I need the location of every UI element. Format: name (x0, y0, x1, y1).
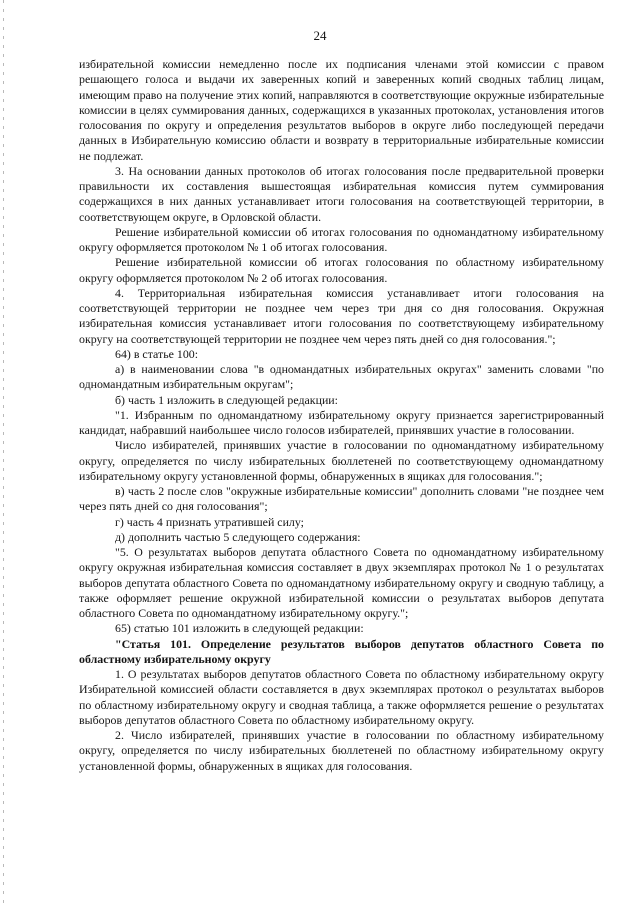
page-number: 24 (313, 28, 327, 43)
paragraph-single-mandate-decision: Решение избирательной комиссии об итогах голосования по одномандатному избирательному округу оформляется протоколом № 1 об итогах голосования. (79, 224, 604, 254)
scan-edge-mark (3, 0, 4, 905)
paragraph-article-101-part-2: 2. Число избирателей, принявших участие в голосовании по областному избирательному округу, определяется по числу избирательных бюллетеней по областному избирательному округу установленной формы, обнаруженных в ящиках для голосования. (79, 728, 604, 773)
paragraph-amendment-64b: б) часть 1 изложить в следующей редакции: (115, 392, 338, 407)
paragraph-item-4: 4. Территориальная избирательная комиссия устанавливает итоги голосования на соответствующей территории не позднее чем через три дня со дня голосования. Окружная избирательная комиссия устанавливает итоги голосования по соответствующему избирательному округу на соответствующей территории не позднее чем через пять дней со дня голосования."; (79, 285, 604, 346)
paragraph-amendment-64v: в) часть 2 после слов "окружные избирательные комиссии" дополнить словами "не позднее чем через пять дней со дня голосования"; (79, 484, 604, 514)
paragraph-amendment-64: 64) в статье 100: (115, 346, 199, 361)
paragraph-continuation: избирательной комиссии немедленно после их подписания членами этой комиссии с правом решающего голоса и выдачи их заверенных копий и заверенных копий сводных таблиц лицам, имеющим право на получение этих копий, направляются в соответствующие окружные избирательные комиссии в целях суммирования данных, содержащихся в указанных протоколах, установления итогов голосования по округу и определения результатов выборов в округе либо последующей передачи данных в Избирательную комиссию области и возврату в территориальные избирательные комиссии не подлежат. (79, 57, 604, 163)
paragraph-quote-part-1: "1. Избранным по одномандатному избирательному округу признается зарегистрированный кандидат, набравший наибольшее число голосов избирателей, принявших участие в голосовании. (79, 407, 604, 437)
paragraph-regional-decision: Решение избирательной комиссии об итогах голосования по областному избирательному округу оформляется протоколом № 2 об итогах голосования. (79, 255, 604, 285)
paragraph-quote-part-5: "5. О результатах выборов депутата областного Совета по одномандатному избирательному округу окружная избирательная комиссия составляет в двух экземплярах протокол № 1 о результатах выборов депутата областного Совета по одномандатному избирательному округу и сводную таблицу, а также оформляет решение окружной избирательной комиссии о результатах выборов депутата областного Совета по одномандатному избирательному округу."; (79, 545, 604, 620)
article-101-heading: "Статья 101. Определение результатов выборов депутатов областного Совета по областному избирательному округу (79, 636, 604, 666)
document-body (79, 57, 604, 774)
paragraph-amendment-64a: а) в наименовании слова "в одномандатных избирательных округах" заменить словами "по одномандатным избирательным округам"; (79, 362, 604, 392)
paragraph-amendment-64g: г) часть 4 признать утратившей силу; (115, 514, 304, 529)
paragraph-amendment-65: 65) статью 101 изложить в следующей редакции: (115, 621, 364, 636)
paragraph-voter-count: Число избирателей, принявших участие в голосовании по одномандатному избирательному округу, определяется по числу избирательных бюллетеней по соответствующему одномандатному избирательному округу установленной формы, обнаруженных в ящиках для голосования."; (79, 438, 604, 483)
paragraph-item-3: 3. На основании данных протоколов об итогах голосования после предварительной проверки правильности их составления вышестоящая избирательная комиссия путем суммирования содержащихся в них данных устанавливает итоги голосования на соответствующей территории, в соответствующем округе, в Орловской области. (79, 163, 604, 224)
paragraph-amendment-64d: д) дополнить частью 5 следующего содержания: (115, 529, 361, 544)
paragraph-article-101-part-1: 1. О результатах выборов депутатов областного Совета по областному избирательному округу Избирательной комиссией области составляется в двух экземплярах протокол о результатах выборов по областному избирательному округу и сводная таблица, а также оформляется решение о результатах выборов депутатов областного Совета по областному избирательному округу. (79, 667, 604, 727)
